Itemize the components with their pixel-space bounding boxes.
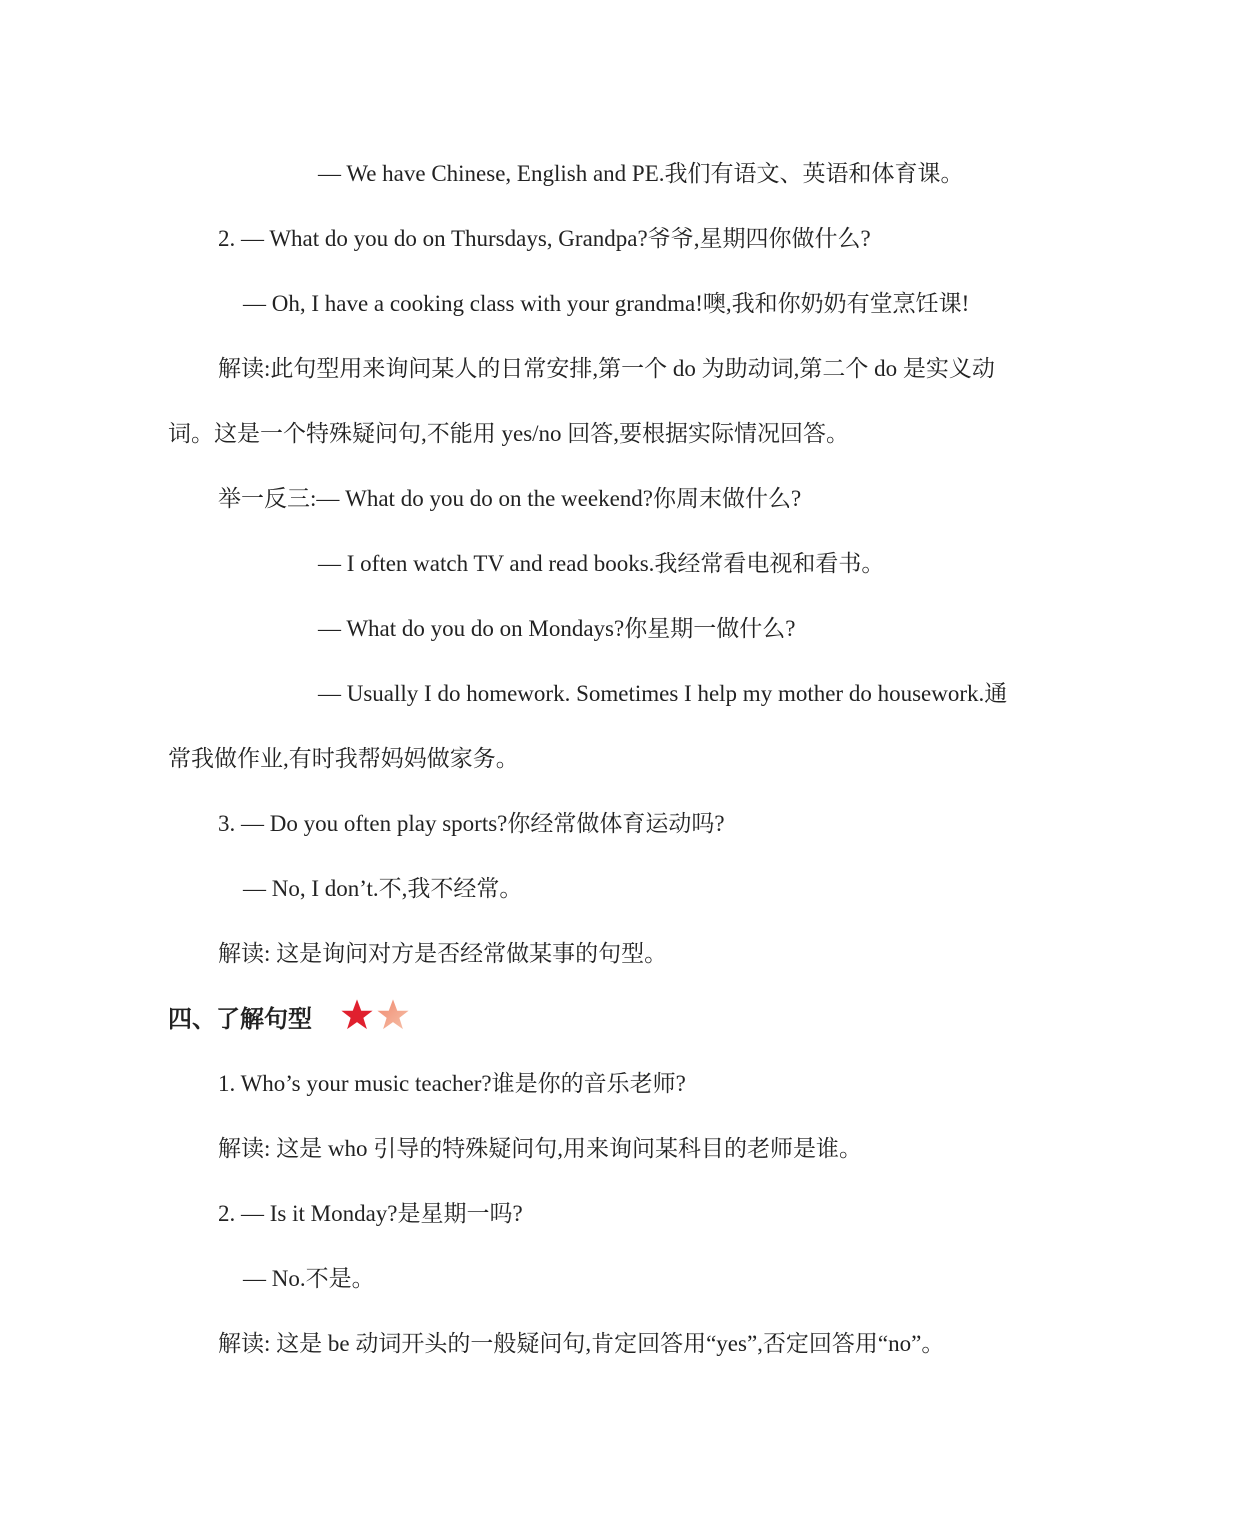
sentence-line: 1. Who’s your music teacher?谁是你的音乐老师? bbox=[218, 1071, 686, 1096]
example-line: 举一反三:— What do you do on the weekend?你周末做什么? bbox=[218, 486, 802, 511]
explanation-line: 解读: 这是 be 动词开头的一般疑问句,肯定回答用“yes”,否定回答用“no”。 bbox=[218, 1331, 945, 1356]
explanation-line: 解读: 这是 who 引导的特殊疑问句,用来询问某科目的老师是谁。 bbox=[218, 1136, 862, 1161]
star-icon bbox=[376, 998, 410, 1032]
difficulty-stars bbox=[340, 998, 410, 1032]
dialogue-line: — Oh, I have a cooking class with your grandma!噢,我和你奶奶有堂烹饪课! bbox=[243, 291, 970, 316]
explanation-line: 词。这是一个特殊疑问句,不能用 yes/no 回答,要根据实际情况回答。 bbox=[168, 421, 850, 446]
dialogue-line: 3. — Do you often play sports?你经常做体育运动吗? bbox=[218, 811, 725, 836]
dialogue-line: 2. — What do you do on Thursdays, Grandpa?爷爷,星期四你做什么? bbox=[218, 226, 871, 251]
dialogue-line: — We have Chinese, English and PE.我们有语文、英语和体育课。 bbox=[318, 161, 964, 186]
dialogue-line: — No.不是。 bbox=[243, 1266, 375, 1291]
explanation-line: 解读: 这是询问对方是否经常做某事的句型。 bbox=[218, 941, 668, 966]
star-icon bbox=[340, 998, 374, 1032]
dialogue-line: 2. — Is it Monday?是星期一吗? bbox=[218, 1201, 523, 1226]
example-line: — I often watch TV and read books.我经常看电视和看书。 bbox=[318, 551, 885, 576]
example-line: — What do you do on Mondays?你星期一做什么? bbox=[318, 616, 796, 641]
example-line: 常我做作业,有时我帮妈妈做家务。 bbox=[168, 746, 519, 771]
section-heading: 四、了解句型 bbox=[168, 1005, 312, 1033]
dialogue-line: — No, I don’t.不,我不经常。 bbox=[243, 876, 523, 901]
example-line: — Usually I do homework. Sometimes I help my mother do housework.通 bbox=[318, 681, 1008, 706]
explanation-line: 解读:此句型用来询问某人的日常安排,第一个 do 为助动词,第二个 do 是实义动 bbox=[218, 356, 995, 381]
